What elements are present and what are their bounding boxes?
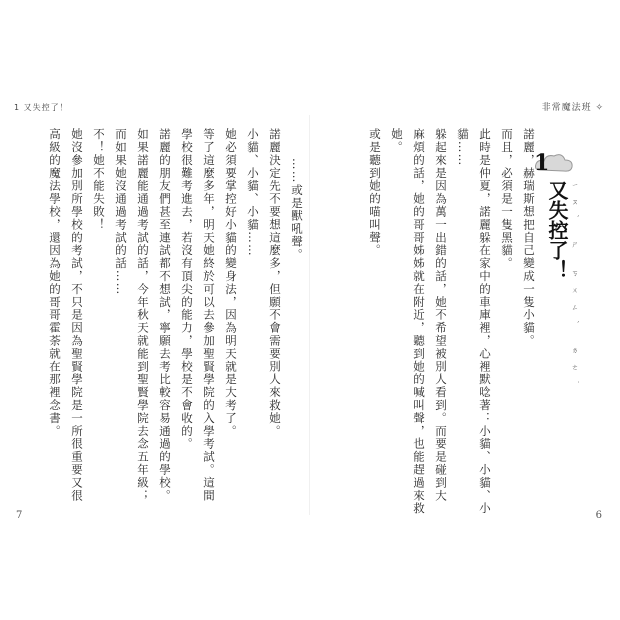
chapter-title: 又失控了！: [545, 180, 569, 280]
text-column: 她。: [390, 128, 404, 154]
text-column: 如果諾麗能通過考試的話，今年秋天就能到聖賢學院去念五年級；: [136, 128, 150, 503]
text-column: 諾麗決定先不要想這麼多，但願不會需要別人來救她。: [268, 128, 282, 438]
running-header-left: 1 又失控了！: [14, 103, 69, 112]
text-column: 而且，必須是一隻黑貓。: [500, 128, 514, 270]
text-column: 麻煩的話，她的哥哥姊姊就在附近，聽到她的喊叫聲，也能趕過來救: [412, 128, 426, 515]
text-column: 此時是仲夏，諾麗躲在家中的車庫裡，心裡默唸著：小貓、小貓、小: [478, 128, 492, 515]
running-header-right: 非常魔法班 ✧: [541, 103, 604, 113]
chapter-title-ruby: ㄧㄡˋ ㄕ ㄎㄨㄥˋ ㄌㄜ˙: [571, 182, 579, 394]
text-column: 貓……: [456, 128, 470, 167]
page-gutter: [309, 115, 310, 515]
text-column: 小貓、小貓、小貓……: [246, 128, 260, 257]
text-column: 諾麗，赫瑞斯想把自己變成一隻小貓。: [522, 128, 536, 348]
text-column: 諾麗的朋友們甚至連試都不想試，寧願去考比較容易通過的學校。: [158, 128, 172, 503]
text-column: 她必須要掌控好小貓的變身法，因為明天就是大考了。: [224, 128, 238, 438]
text-column: 不！她不能失敗！: [92, 128, 106, 232]
text-column: 躲起來是因為萬一出錯的話，她不希望被別人看到。而要是碰到大: [434, 128, 448, 503]
chapter-number: 1: [534, 150, 550, 176]
text-column: 高級的魔法學校，還因為她的哥哥霍荼就在那裡念書。: [48, 128, 62, 438]
text-column: 她沒參加別所學校的考試，不只是因為聖賢學院是一所很重要又很: [70, 128, 84, 503]
page-number-right: 6: [595, 510, 602, 521]
text-column: 或是聽到她的喵叫聲。: [368, 128, 382, 257]
text-column: 學校很難考進去，若沒有頂尖的能力，學校是不會收的。: [180, 128, 194, 451]
page-number-left: 7: [16, 510, 23, 521]
text-column: ……或是獸吼聲。: [290, 158, 304, 262]
text-column: 等了這麼多年，明天她終於可以去參加聖賢學院的入學考試。這間: [202, 128, 216, 503]
text-column: 而如果她沒通過考試的話……: [114, 128, 128, 296]
